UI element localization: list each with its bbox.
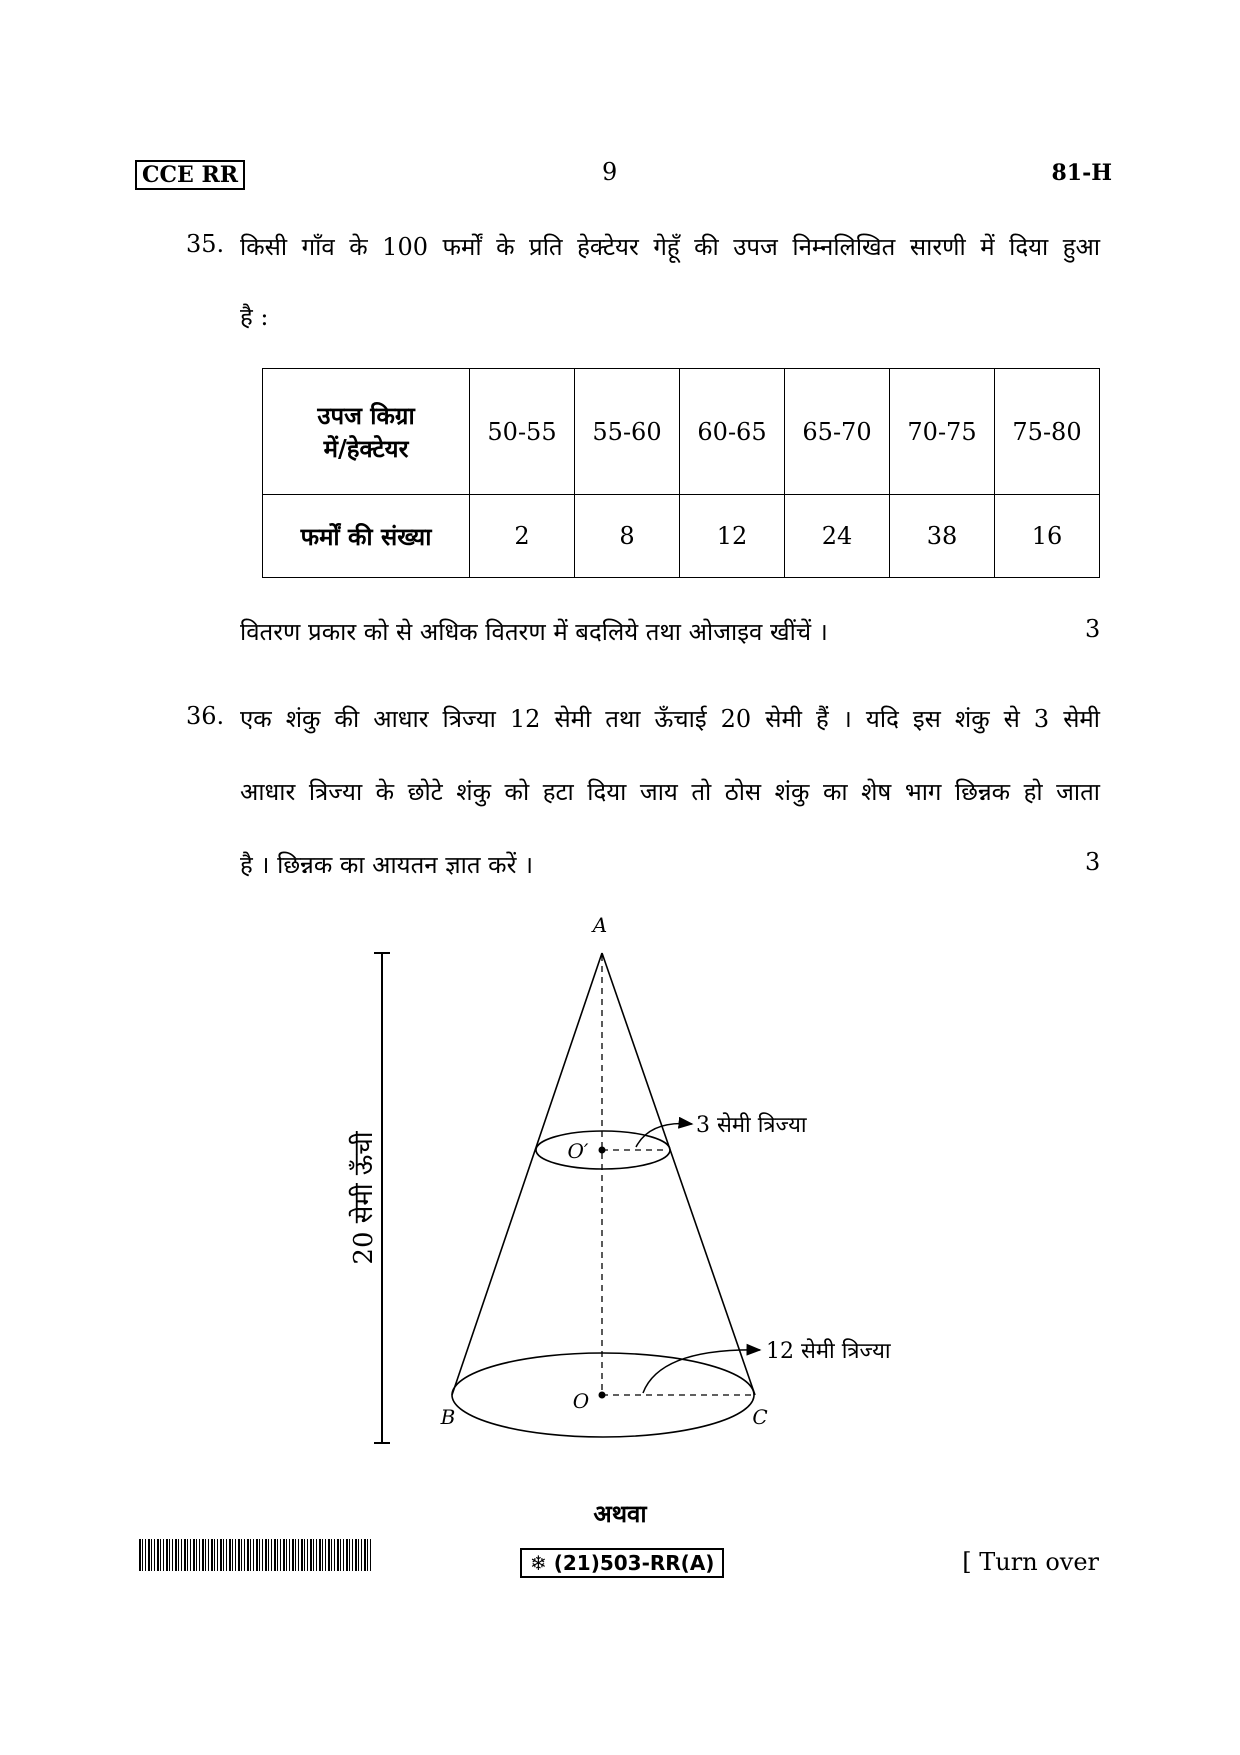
table-cell-class: 60-65 (680, 369, 785, 495)
table-cell-class: 55-60 (575, 369, 680, 495)
base-radius-label: 12 सेमी त्रिज्या (766, 1339, 891, 1364)
page-number: 9 (602, 158, 618, 186)
q35-text-line-2: है : (240, 303, 269, 331)
q36-text-line-2: आधार त्रिज्या के छोटे शंकु को हटा दिया जाय तो ठोस शंकु का शेष भाग छिन्नक हो जाता (240, 778, 1100, 806)
row-header-line-1: उपज किग्रा (317, 400, 415, 430)
label-point-b: B (440, 1405, 456, 1429)
label-point-c: C (752, 1405, 768, 1429)
or-label: अथवा (593, 1499, 647, 1528)
table-cell-frequency: 24 (785, 495, 890, 578)
q35-marks: 3 (1085, 615, 1101, 643)
table-cell-class: 75-80 (995, 369, 1100, 495)
q36-text-line-1: एक शंकु की आधार त्रिज्या 12 सेमी तथा ऊँचाई 20 सेमी हैं । यदि इस शंकु से 3 सेमी (240, 705, 1100, 733)
q36-number: 36. (186, 702, 225, 730)
label-top-centre: O′ (567, 1139, 589, 1163)
table-cell-frequency: 38 (890, 495, 995, 578)
top-centre-point (599, 1147, 606, 1154)
q35-number: 35. (186, 230, 225, 258)
cone-right-side (602, 953, 755, 1395)
table-cell-frequency: 8 (575, 495, 680, 578)
label-base-centre: O (572, 1389, 590, 1413)
table-cell-frequency: 16 (995, 495, 1100, 578)
table-cell-frequency: 2 (470, 495, 575, 578)
label-apex-a: A (592, 913, 608, 937)
table-cell-class: 50-55 (470, 369, 575, 495)
table-cell-frequency: 12 (680, 495, 785, 578)
barcode (139, 1539, 371, 1571)
paper-code: 81-H (1051, 160, 1112, 186)
q35-text-line-1: किसी गाँव के 100 फर्मों के प्रति हेक्टेयर गेहूँ की उपज निम्नलिखित सारणी में दिया हुआ (240, 233, 1100, 261)
height-label: 20 सेमी ऊँची (349, 1131, 379, 1265)
table-cell-class: 70-75 (890, 369, 995, 495)
header-code-box: CCE RR (135, 160, 245, 190)
q36-marks: 3 (1085, 848, 1101, 876)
small-radius-label: 3 सेमी त्रिज्या (696, 1113, 807, 1138)
footer-code-box: ❄ (21)503-RR(A) (520, 1548, 724, 1578)
turn-over-label: [ Turn over (962, 1548, 1099, 1576)
row-header-line-2: में/हेक्टेयर (323, 433, 409, 463)
table-cell-class: 65-70 (785, 369, 890, 495)
small-radius-callout-arrow (636, 1123, 692, 1147)
cone-left-side (452, 953, 602, 1395)
q35-instruction: वितरण प्रकार को से अधिक वितरण में बदलिये तथा ओजाइव खींचें । (240, 618, 828, 646)
table-row-header-farms: फर्मों की संख्या (263, 495, 470, 578)
base-centre-point (599, 1392, 606, 1399)
q36-text-line-3: है । छिन्नक का आयतन ज्ञात करें । (240, 851, 534, 879)
